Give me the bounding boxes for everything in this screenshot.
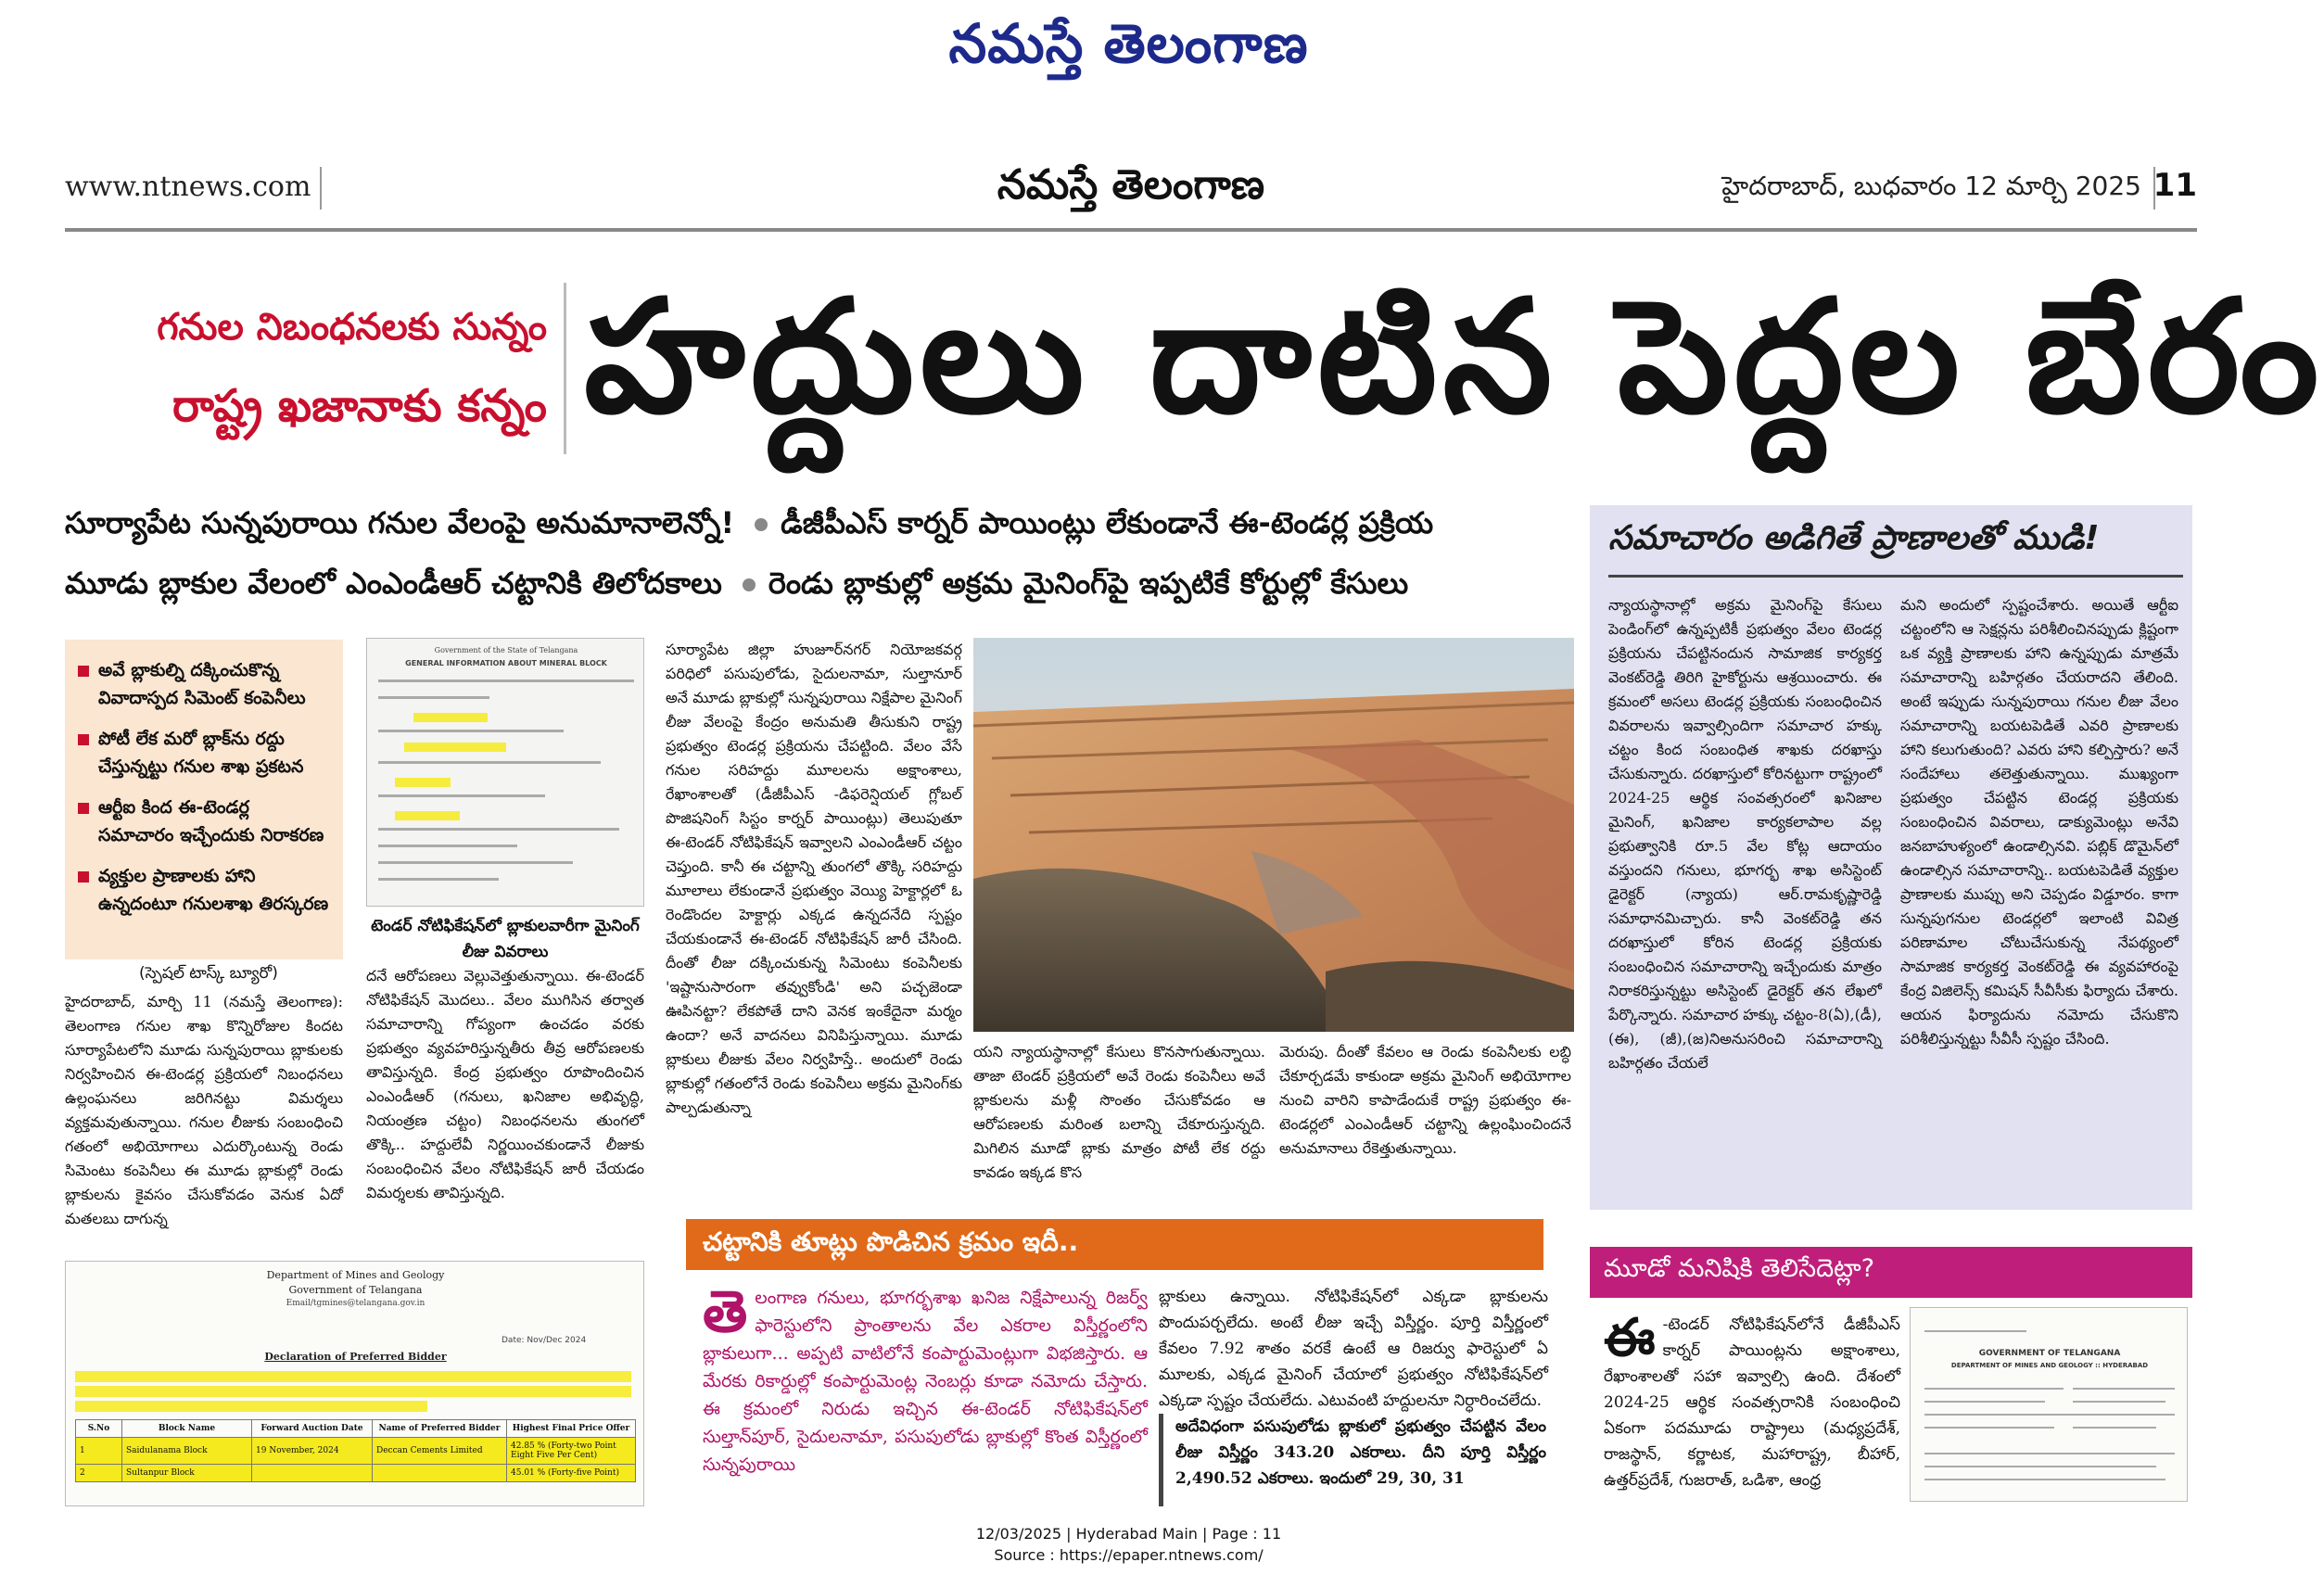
doc-caption: టెండర్‌ నోటిఫికేషన్‌లో బ్లాకులవారీగా మైనింగ్‌ లీజు వివరాలు [371,917,640,961]
deck-row-2 [65,565,1408,608]
highlight-text: వ్యక్తుల ప్రాణాలకు హాని ఉన్నదంటూ గనులశాఖ తిరస్కరణ [98,866,329,914]
orange-box-right-text: బ్లాకులు ఉన్నాయి. నోటిఫికేషన్‌లో ఎక్కడా బ్లాకులను పొందుపర్చలేదు. అంటే లీజు ఇచ్చే విస్తీర్ణం. పూర్తి విస్తీర్ణంలో కేవలం 7.92 శాతం వరకే ఉంటే ఆ రిజర్వు ఫారెస్టులో ఏ మూలకు, ఎక్కడ మైనింగ్‌ చేయాలో ప్రభుత్వం నోటిఫికేషన్‌లో ఎక్కడా స్పష్టం చేయలేదు. ఎటువంటి హద్దులనూ నిర్ధారించలేదు. [1159,1288,1548,1410]
bid-td: Saidulanama Block [122,1438,252,1465]
main-headline: హద్దులు దాటిన పెద్దల బేరం [584,266,2324,448]
photo-column-b: మెరుపు. దీంతో కేవలం ఆ రెండు కంపెనీలకు లబ్ధి చేకూర్చడమే కాకుండా అక్రమ మైనింగ్‌ అభియోగాల నుంచి వారిని కాపాడేందుకే రాష్ట్ర ప్రభుత్వం ఈ-టెండర్లలో ఎంఎండీఆర్‌ చట్టాన్ని ఉల్లంఘించిందనే అనుమానాలు రేకెత్తుతున్నాయి. [1279,1043,1571,1157]
doc-line [378,730,564,732]
highlight-item [78,725,330,781]
deck-row-1 [65,505,1433,548]
doc-line [378,794,545,797]
article-column-3: సూర్యాపేట జిల్లా హుజూర్‌నగర్‌ నియోజకవర్గ పరిధిలో పసుపులోడు, సైదులనామా, సుల్తానూర్‌ అనే మూడు బ్లాకుల్లో సున్నపురాయి నిక్షేపాల మైనింగ్‌ లీజు వేలంపై కేంద్రం అనుమతి తీసుకుని రాష్ట్ర ప్రభుత్వం టెండర్ల ప్రక్రియను చేపట్టింది. వేలం వేసే గనుల సరిహద్దు మూలలను అక్షాంశాలు, రేఖాంశాలతో (డీజీపీఎస్‌ -డిఫరెన్షియల్‌ గ్లోబల్‌ పొజిషనింగ్‌ సిస్టం కార్నర్‌ పాయింట్లు) తెలుపుతూ ఈ-టెండర్‌ నోటిఫికేషన్‌ ఇవ్వాలని ఎంఎండీఆర్‌ చట్టం చెప్తుంది. కానీ ఈ చట్టాన్ని తుంగలో తొక్కి సరిహద్దు మూలాలు లేకుండానే ప్రభుత్వం వెయ్యి హెక్టార్లలో ఓ రెండొందల హెక్టార్లు ఎక్కడ ఉన్నదనేది స్పష్టం చేయకుండానే ఈ-టెండర్‌ నోటిఫికేషన్‌ జారీ చేసింది. దీంతో లీజు దక్కించుకున్న సిమెంటు కంపెనీలకు 'ఇష్టానుసారంగా తవ్వుకోండి' అని పచ్చజెండా ఊపినట్టా? లేకపోతే దాని వెనక ఇంకేదైనా మర్మం ఉందా? అనే వాదనలు వినిపిస్తున్నాయి. మూడు బ్లాకులు లీజుకు వేలం నిర్వహిస్తే.. అందులో రెండు బ్లాకుల్లో గతంలోనే రెండు కంపెనీలు అక్రమ మైనింగ్‌కు పాల్పడుతున్నా [666,641,962,1116]
letter-line [1924,1479,2165,1480]
square-bullet-icon [78,666,89,677]
letter-line [1924,1401,2045,1403]
bid-email: Email/tgmines@telangana.gov.in [286,1299,425,1308]
kicker-divider [564,283,566,454]
bid-td: 2 [76,1465,122,1482]
bid-td: Sultanpur Block [122,1465,252,1482]
orange-section-title: చట్టానికి తూట్లు పొడిచిన క్రమం ఇదీ.. [703,1226,1079,1257]
highlights-box [65,640,343,959]
bid-td: 1 [76,1438,122,1465]
letter-line [1924,1414,2073,1416]
orange-box-sub-lead: అదేవిధంగా పసుపులోడు బ్లాకులో ప్రభుత్వం చేపట్టిన వేలం లీజు విస్తీర్ణం 343.20 ఎకరాలు. దీని పూర్తి విస్తీర్ణం 2,490.52 ఎకరాలు. ఇందులో 29, 30, 31 [1175,1417,1546,1488]
doc-line [378,845,517,847]
article-column-2: దనే ఆరోపణలు వెల్లువెత్తుతున్నాయి. ఈ-టెండర్‌ నోటిఫికేషన్‌ మొదలు.. వేలం ముగిసిన తర్వాత సమాచారాన్ని గోప్యంగా ఉంచడం వరకు ప్రభుత్వం వ్యవహరిస్తున్నతీరు తీవ్ర ఆరోపణలకు తావిస్తున్నది. కేంద్ర ప్రభుత్వం రూపొందించిన ఎంఎండీఆర్‌ (గనులు, ఖనిజాల అభివృద్ధి, నియంత్రణ చట్టం) నిబంధనలను తుంగలో తొక్కి.. హద్దులేవీ నిర్ణయించకుండానే లీజుకు సంబంధించిన వేలం నోటిఫికేషన్‌ జారీ చేయడం విమర్శలకు తావిస్తున్నది. [366,967,644,1201]
bid-highlight [75,1371,631,1382]
byline: (స్పెషల్‌ టాస్క్‌ బ్యూరో) [139,964,278,983]
highlight-item [78,656,330,712]
footer-source-link[interactable]: Source : https://epaper.ntnews.com/ [994,1546,1264,1564]
doc-line [378,696,489,699]
doc-highlight [404,743,506,752]
dropcap: ఈ [1604,1307,1656,1368]
bid-govt: Government of Telangana [288,1284,423,1296]
govt-letter-image [1910,1307,2188,1502]
photo-column-a: యని న్యాయస్థానాల్లో కేసులు కొనసాగుతున్నాయి. తాజా టెండర్‌ ప్రక్రియలో అవే రెండు కంపెనీలు అవే బ్లాకులను మళ్లీ సొంతం చేసుకోవడం ఆ ఆరోపణలకు మరింత బలాన్ని చేకూరుస్తున్నది. మిగిలిన మూడో బ్లాకు మాత్రం పోటీ లేక రద్దు కావడం ఇక్కడ కొస [973,1043,1265,1181]
folio-date: హైదరాబాద్‌, బుధవారం 12 మార్చి 2025 [1721,171,2141,201]
masthead-logo: నమస్తే తెలంగాణ [948,12,1309,75]
deck-item: సూర్యాపేట సున్నపురాయి గనుల వేలంపై అనుమానాలెన్నో! [65,505,735,540]
site-url[interactable]: www.ntnews.com [65,171,311,203]
bid-highlight [75,1401,427,1412]
bid-table-row [76,1438,636,1465]
rti-sidebar-title: సమాచారం అడిగితే ప్రాణాలతో ముడి! [1608,519,2183,578]
bid-table-row [76,1465,636,1482]
footer-edition-line: 12/03/2025 | Hyderabad Main | Page : 11 [975,1525,1282,1543]
letter-title: GOVERNMENT OF TELANGANA [1978,1349,2121,1358]
bid-td: Deccan Cements Limited [373,1438,507,1465]
bid-th: S.No [76,1420,122,1438]
highlight-item [78,794,330,849]
doc-line [378,828,619,831]
letter-line [2073,1414,2175,1416]
quarry-photo [973,638,1574,1032]
letter-line [2073,1401,2165,1403]
bid-highlight [75,1386,631,1397]
bid-dept: Department of Mines and Geology [266,1269,445,1281]
highlight-item [78,862,330,918]
doc-line [378,861,573,864]
kicker-line-2: రాష్ట్ర ఖజానాకు కన్నం [171,380,547,432]
kicker-line-1: గనుల నిబంధనలకు సున్నం [157,306,547,349]
page-number: 11 [2153,167,2197,204]
bid-heading: Declaration of Preferred Bidder [264,1351,447,1363]
letter-subtitle: DEPARTMENT OF MINES AND GEOLOGY :: HYDERABAD [1950,1362,2149,1369]
bid-date: Date: Nov/Dec 2024 [502,1336,587,1345]
bid-table [75,1419,636,1482]
bid-th: Highest Final Price Offer [507,1420,636,1438]
sub-lead-rule [1159,1414,1163,1506]
square-bullet-icon [78,803,89,814]
letter-line [2073,1388,2175,1390]
letter-line [2073,1427,2156,1429]
highlight-text: అవే బ్లాకుల్ని దక్కించుకొన్న వివాదాస్పద సిమెంట్‌ కంపెనీలు [98,660,306,708]
highlight-text: పోటీ లేక మరో బ్లాక్‌ను రద్దు చేస్తున్నట్టు గనుల శాఖ ప్రకటన [98,729,304,777]
deck-item: మూడు బ్లాకుల వేలంలో ఎంఎండీఆర్‌ చట్టానికి తిలోదకాలు [65,565,722,601]
doc-highlight [395,778,451,787]
dropcap: తె [703,1277,748,1345]
doc-title: Government of the State of Telangana [434,646,578,654]
doc-line [378,761,601,764]
quarry-photo-svg [973,638,1574,1032]
deck-item: డీజీపీఎస్‌ కార్నర్‌ పాయింట్లు లేకుండానే ఈ-టెండర్ల ప్రక్రియ [781,505,1434,540]
orange-box-left-body: లంగాణ గనులు, భూగర్భశాఖ ఖనిజ నిక్షేపాలున్న రిజర్వ్‌ ఫారెస్టులోని ప్రాంతాలను వేల ఎకరాల విస్తీర్ణంలోని బ్లాకులుగా... అప్పటి వాటిలోనే కంపార్టుమెంట్లుగా విభజిస్తారు. ఆ మేరకు రికార్డుల్లో కంపార్టుమెంట్ల నెంబర్లు కూడా నమోదు చేస్తారు. ఈ క్రమంలో నిరుడు ఇచ్చిన ఈ-టెండర్‌ నోటిఫికేషన్‌లో సుల్తాన్‌పూర్‌, సైదులనామా, పసుపులోడు బ్లాకుల్లో కొంత విస్తీర్ణంలో సున్నపురాయి [703,1288,1148,1475]
pink-section-title: మూడో మనిషికి తెలిసేదెట్లా? [1604,1254,1875,1283]
pink-box-body: -టెండర్‌ నోటిఫికేషన్‌లోనే డీజీపీఎస్‌ కార్నర్‌ పాయింట్లను అక్షాంశాలు, రేఖాంశాలతో సహా ఇవ్వాల్సి ఉంది. దేశంలో 2024-25 ఆర్థిక సంవత్సరానికి సంబంధించి ఏకంగా పదమూడు రాష్ట్రాలు (మధ్యప్రదేశ్‌, రాజస్థాన్‌, కర్ణాటక, మహారాష్ట్ర, బీహార్‌, ఉత్తర్‌ప్రదేశ్‌, గుజరాత్‌, ఒడిశా, ఆంధ్ర [1604,1315,1900,1490]
letter-line [1924,1466,2156,1467]
letter-line [1924,1330,2026,1332]
square-bullet-icon [78,871,89,883]
bid-th: Block Name [122,1420,252,1438]
article-column-1: హైదరాబాద్‌, మార్చి 11 (నమస్తే తెలంగాణ): తెలంగాణ గనుల శాఖ కొన్నిరోజుల కిందట సూర్యాపేటలోని మూడు సున్నపురాయి బ్లాకులకు నిర్వహించిన ఈ-టెండర్ల ప్రక్రియలో నిబంధనలు ఉల్లంఘనలు జరిగినట్టు విమర్శలు వ్యక్తమవుతున్నాయి. గనుల లీజుకు సంబంధించి గతంలో అభియోగాలు ఎదుర్కొంటున్న రెండు సిమెంటు కంపెనీలు ఈ మూడు బ్లాకుల్లో రెండు బ్లాకులను కైవసం చేసుకోవడం వెనుక ఏదో మతలబు దాగున్న [65,993,343,1227]
doc-highlight [413,713,488,722]
deck-bullet-icon [755,518,768,531]
bid-td: 45.01 % (Forty-five Point) [507,1465,636,1482]
bid-th: Name of Preferred Bidder [373,1420,507,1438]
letter-line [1924,1453,2175,1454]
folio-bar [65,158,2197,232]
deck-item: రెండు బ్లాకుల్లో అక్రమ మైనింగ్‌పై ఇప్పటికే కోర్టుల్లో కేసులు [768,565,1409,601]
bid-td [252,1465,373,1482]
bid-declaration-document [65,1261,644,1506]
doc-subtitle: GENERAL INFORMATION ABOUT MINERAL BLOCK [405,659,607,667]
doc-line [378,680,634,682]
bid-table-header [76,1420,636,1438]
bid-td: 42.85 % (Forty-two Point Eight Five Per Cent) [507,1438,636,1465]
letter-line [1924,1388,2064,1390]
folio-paper-name: నమస్తే తెలంగాణ [997,161,1265,209]
rti-sidebar-col-b: మని అందులో స్పష్టంచేశారు. అయితే ఆర్టీఐ చట్టంలోని ఆ సెక్షన్లను పరిశీలించినప్పుడు క్లిష్టంగా ఒక వ్యక్తి ప్రాణాలకు హాని ఉన్నప్పుడు మాత్రమే సమాచారాన్ని బహిర్గతం చేయరాదని తేలింది. అంటే ఇప్పుడు సున్నపురాయి గనుల లీజు వేలం సమాచారాన్ని బయటపెడితే ఎవరి ప్రాణాలకు హాని కలుగుతుంది? ఎవరు హాని కల్పిస్తారు? అనే సందేహాలు తలెత్తుతున్నాయి. ముఖ్యంగా ప్రభుత్వం చేపట్టిన టెండర్ల ప్రక్రియకు సంబంధించిన వివరాలు, డాక్యుమెంట్లు అనేవి జనబాహుళ్యంలో ఉండాల్సినవి. పబ్లిక్‌ డొమైన్‌లో ఉండాల్సిన సమాచారాన్ని.. బయటపెడితే వ్యక్తుల ప్రాణాలకు ముప్పు అని చెప్పడం విడ్డూరం. కాగా సున్నపుగనుల టెండర్లలో ఇలాంటి వివిత్ర పరిణామాల చోటుచేసుకున్న నేపథ్యంలో సామాజిక కార్యకర్త వెంకట్‌రెడ్డి ఈ వ్యవహారంపై కేంద్ర విజిలెన్స్‌ కమిషన్‌ సీవీసీకు ఫిర్యాదు చేశారు. ఆయన ఫిర్యాదును నమోదు చేసుకొని పరిశీలిస్తున్నట్టు సీవీసీ స్పష్టం చేసింది. [1900,596,2178,1048]
deck-bullet-icon [743,578,756,591]
rti-sidebar-col-a: న్యాయస్థానాల్లో అక్రమ మైనింగ్‌పై కేసులు పెండింగ్‌లో ఉన్నప్పటికీ ప్రభుత్వం వేలం టెండర్ల ప్రక్రియను చేపట్టినందున సామాజిక కార్యకర్త వెంకట్‌రెడ్డి తిరిగి హైకోర్టును ఆశ్రయించారు. ఈ క్రమంలో అసలు టెండర్ల ప్రక్రియకు సంబంధించిన వివరాలను ఇవ్వాల్సిందిగా సమాచార హక్కు చట్టం కింద సంబంధిత శాఖకు దరఖాస్తు చేసుకున్నారు. దరఖాస్తులో కోరినట్టుగా రాష్ట్రంలో 2024-25 ఆర్థిక సంవత్సరంలో ఖనిజాల మైనింగ్‌, ఖనిజాల కార్యకలాపాల వల్ల ప్రభుత్వానికి రూ.5 వేల కోట్ల ఆదాయం వస్తుందని గనులు, భూగర్భ శాఖ అసిస్టెంట్‌ డైరెక్టర్‌ (న్యాయ) ఆర్‌.రామకృష్ణారెడ్డి సమాధానమిచ్చారు. కానీ వెంకట్‌రెడ్డి తన దరఖాస్తులో కోరిన టెండర్ల ప్రక్రియకు సంబంధించిన సమాచారాన్ని ఇచ్చేందుకు మాత్రం నిరాకరిస్తున్నట్టు అసిస్టెంట్‌ డైరెక్టర్‌ తన లేఖలో పేర్కొన్నారు. సమాచార హక్కు చట్టం-8(ఏ),(డీ),(ఈ), (జీ),(జ)నిఅనుసరించి సమాచారాన్ని బహిర్గతం చేయలే [1608,596,1882,1072]
pink-box-text [1604,1307,1900,1506]
orange-box-left-text [703,1277,1148,1506]
bid-th: Forward Auction Date [252,1420,373,1438]
doc-highlight [395,811,460,820]
letter-line [1924,1427,2054,1429]
bid-td: 19 November, 2024 [252,1438,373,1465]
highlight-text: ఆర్టీఐ కింద ఈ-టెండర్ల సమాచారం ఇచ్చేందుకు నిరాకరణ [98,797,324,845]
bid-td [373,1465,507,1482]
square-bullet-icon [78,734,89,745]
doc-line [378,878,499,881]
tender-document-image [366,638,644,907]
